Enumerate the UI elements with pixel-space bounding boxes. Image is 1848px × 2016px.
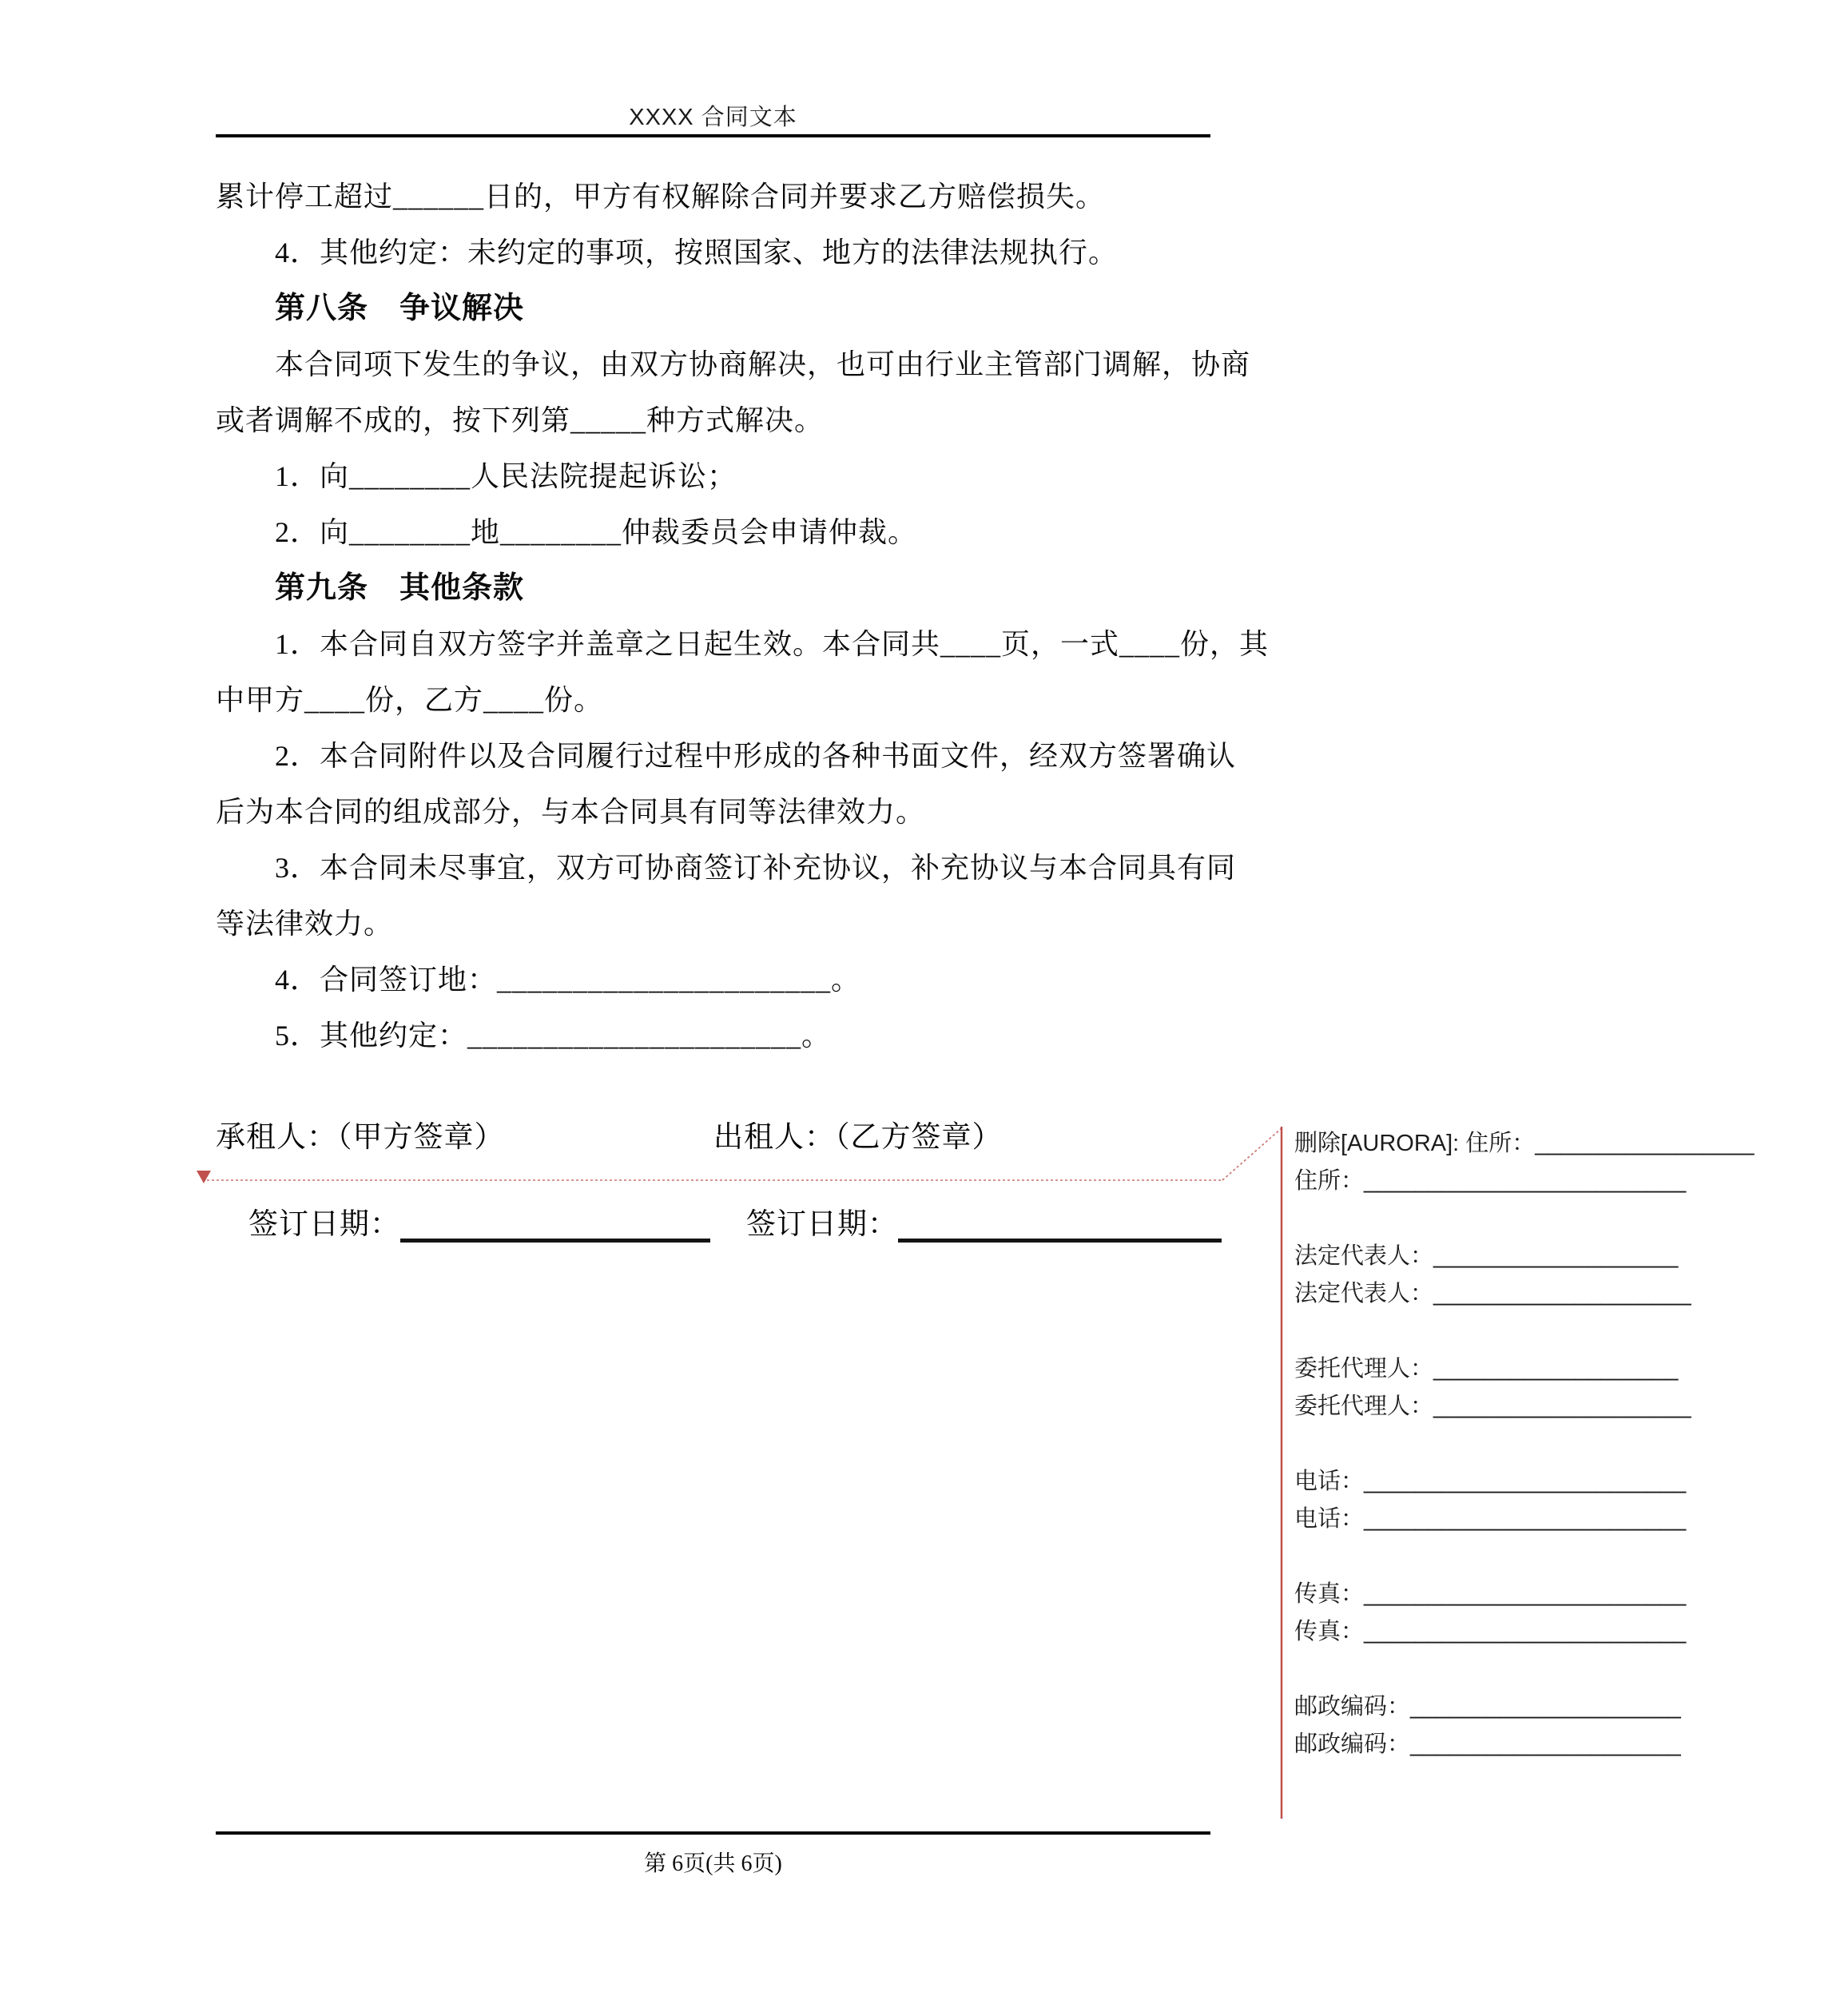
page-number: 第 6页(共 6页) xyxy=(644,1851,782,1876)
comment-line xyxy=(1294,1200,1814,1238)
deletion-connector-diagonal-line xyxy=(1222,1128,1282,1180)
header-rule xyxy=(216,134,1210,137)
sign-date-row-b xyxy=(713,1165,1222,1277)
body-line: 累计停工超过______日的，甲方有权解除合同并要求乙方赔偿损失。 xyxy=(216,181,1106,213)
comment-line: 删除[AURORA]: 住所：_________________ xyxy=(1294,1131,1755,1156)
comment-line xyxy=(1294,1651,1814,1688)
comment-line: 电话：_________________________ xyxy=(1294,1506,1687,1532)
comment-line: 电话：_________________________ xyxy=(1294,1469,1687,1494)
sign-date-label-a: 签订日期： xyxy=(248,1208,400,1241)
body-lines xyxy=(216,169,1270,1064)
sign-date-blank-b xyxy=(898,1203,1222,1243)
body-line: 3．本合同未尽事宜，双方可协商签订补充协议，补充协议与本合同具有同 xyxy=(275,852,1237,884)
deletion-anchor-triangle-icon xyxy=(197,1171,211,1183)
sign-date-blank-a xyxy=(400,1203,710,1243)
body-line: 后为本合同的组成部分，与本合同具有同等法律效力。 xyxy=(216,796,926,828)
comment-line: 法定代表人：____________________ xyxy=(1294,1281,1691,1306)
body-line: 本合同项下发生的争议，由双方协商解决，也可由行业主管部门调解，协商 xyxy=(275,348,1251,380)
body-line: 或者调解不成的，按下列第_____种方式解决。 xyxy=(216,404,825,436)
body-line: 中甲方____份，乙方____份。 xyxy=(216,684,604,716)
comment-line: 邮政编码：_____________________ xyxy=(1294,1732,1681,1757)
body-line: 第九条 其他条款 xyxy=(275,571,525,605)
page-title: XXXX 合同文本 xyxy=(629,105,797,130)
comment-line: 法定代表人：___________________ xyxy=(1294,1243,1679,1269)
sign-date-row-a xyxy=(216,1165,710,1277)
body-line: 1．本合同自双方签字并盖章之日起生效。本合同共____页，一式____份，其 xyxy=(275,628,1270,660)
sign-date-label-b: 签订日期： xyxy=(746,1208,898,1241)
comment-line: 委托代理人：___________________ xyxy=(1294,1356,1679,1382)
comment-line: 委托代理人：____________________ xyxy=(1294,1394,1691,1419)
body-line: 2．向________地________仲裁委员会申请仲裁。 xyxy=(275,516,918,548)
deletion-comment-balloon xyxy=(1294,1125,1814,1764)
comment-line: 住所：_________________________ xyxy=(1294,1168,1687,1194)
body-line: 第八条 争议解决 xyxy=(275,292,525,325)
body-line: 等法律效力。 xyxy=(216,908,394,940)
comment-line xyxy=(1294,1538,1814,1576)
body-line: 1．向________人民法院提起诉讼； xyxy=(275,460,737,492)
comment-line: 传真：_________________________ xyxy=(1294,1581,1687,1607)
footer-rule xyxy=(216,1831,1210,1835)
comment-line xyxy=(1294,1426,1814,1463)
party-a-signature-label: 承租人：（甲方签章） xyxy=(216,1121,505,1154)
body-line: 4．其他约定：未约定的事项，按照国家、地方的法律法规执行。 xyxy=(275,237,1119,268)
comment-line: 邮政编码：_____________________ xyxy=(1294,1694,1681,1720)
body-line: 5．其他约定：______________________。 xyxy=(275,1020,832,1052)
party-b-signature-label: 出租人：（乙方签章） xyxy=(713,1121,1003,1154)
comment-line: 传真：_________________________ xyxy=(1294,1619,1687,1644)
comment-line xyxy=(1294,1313,1814,1350)
body-line: 4．合同签订地：______________________。 xyxy=(275,964,861,996)
body-line: 2．本合同附件以及合同履行过程中形成的各种书面文件，经双方签署确认 xyxy=(275,740,1237,772)
